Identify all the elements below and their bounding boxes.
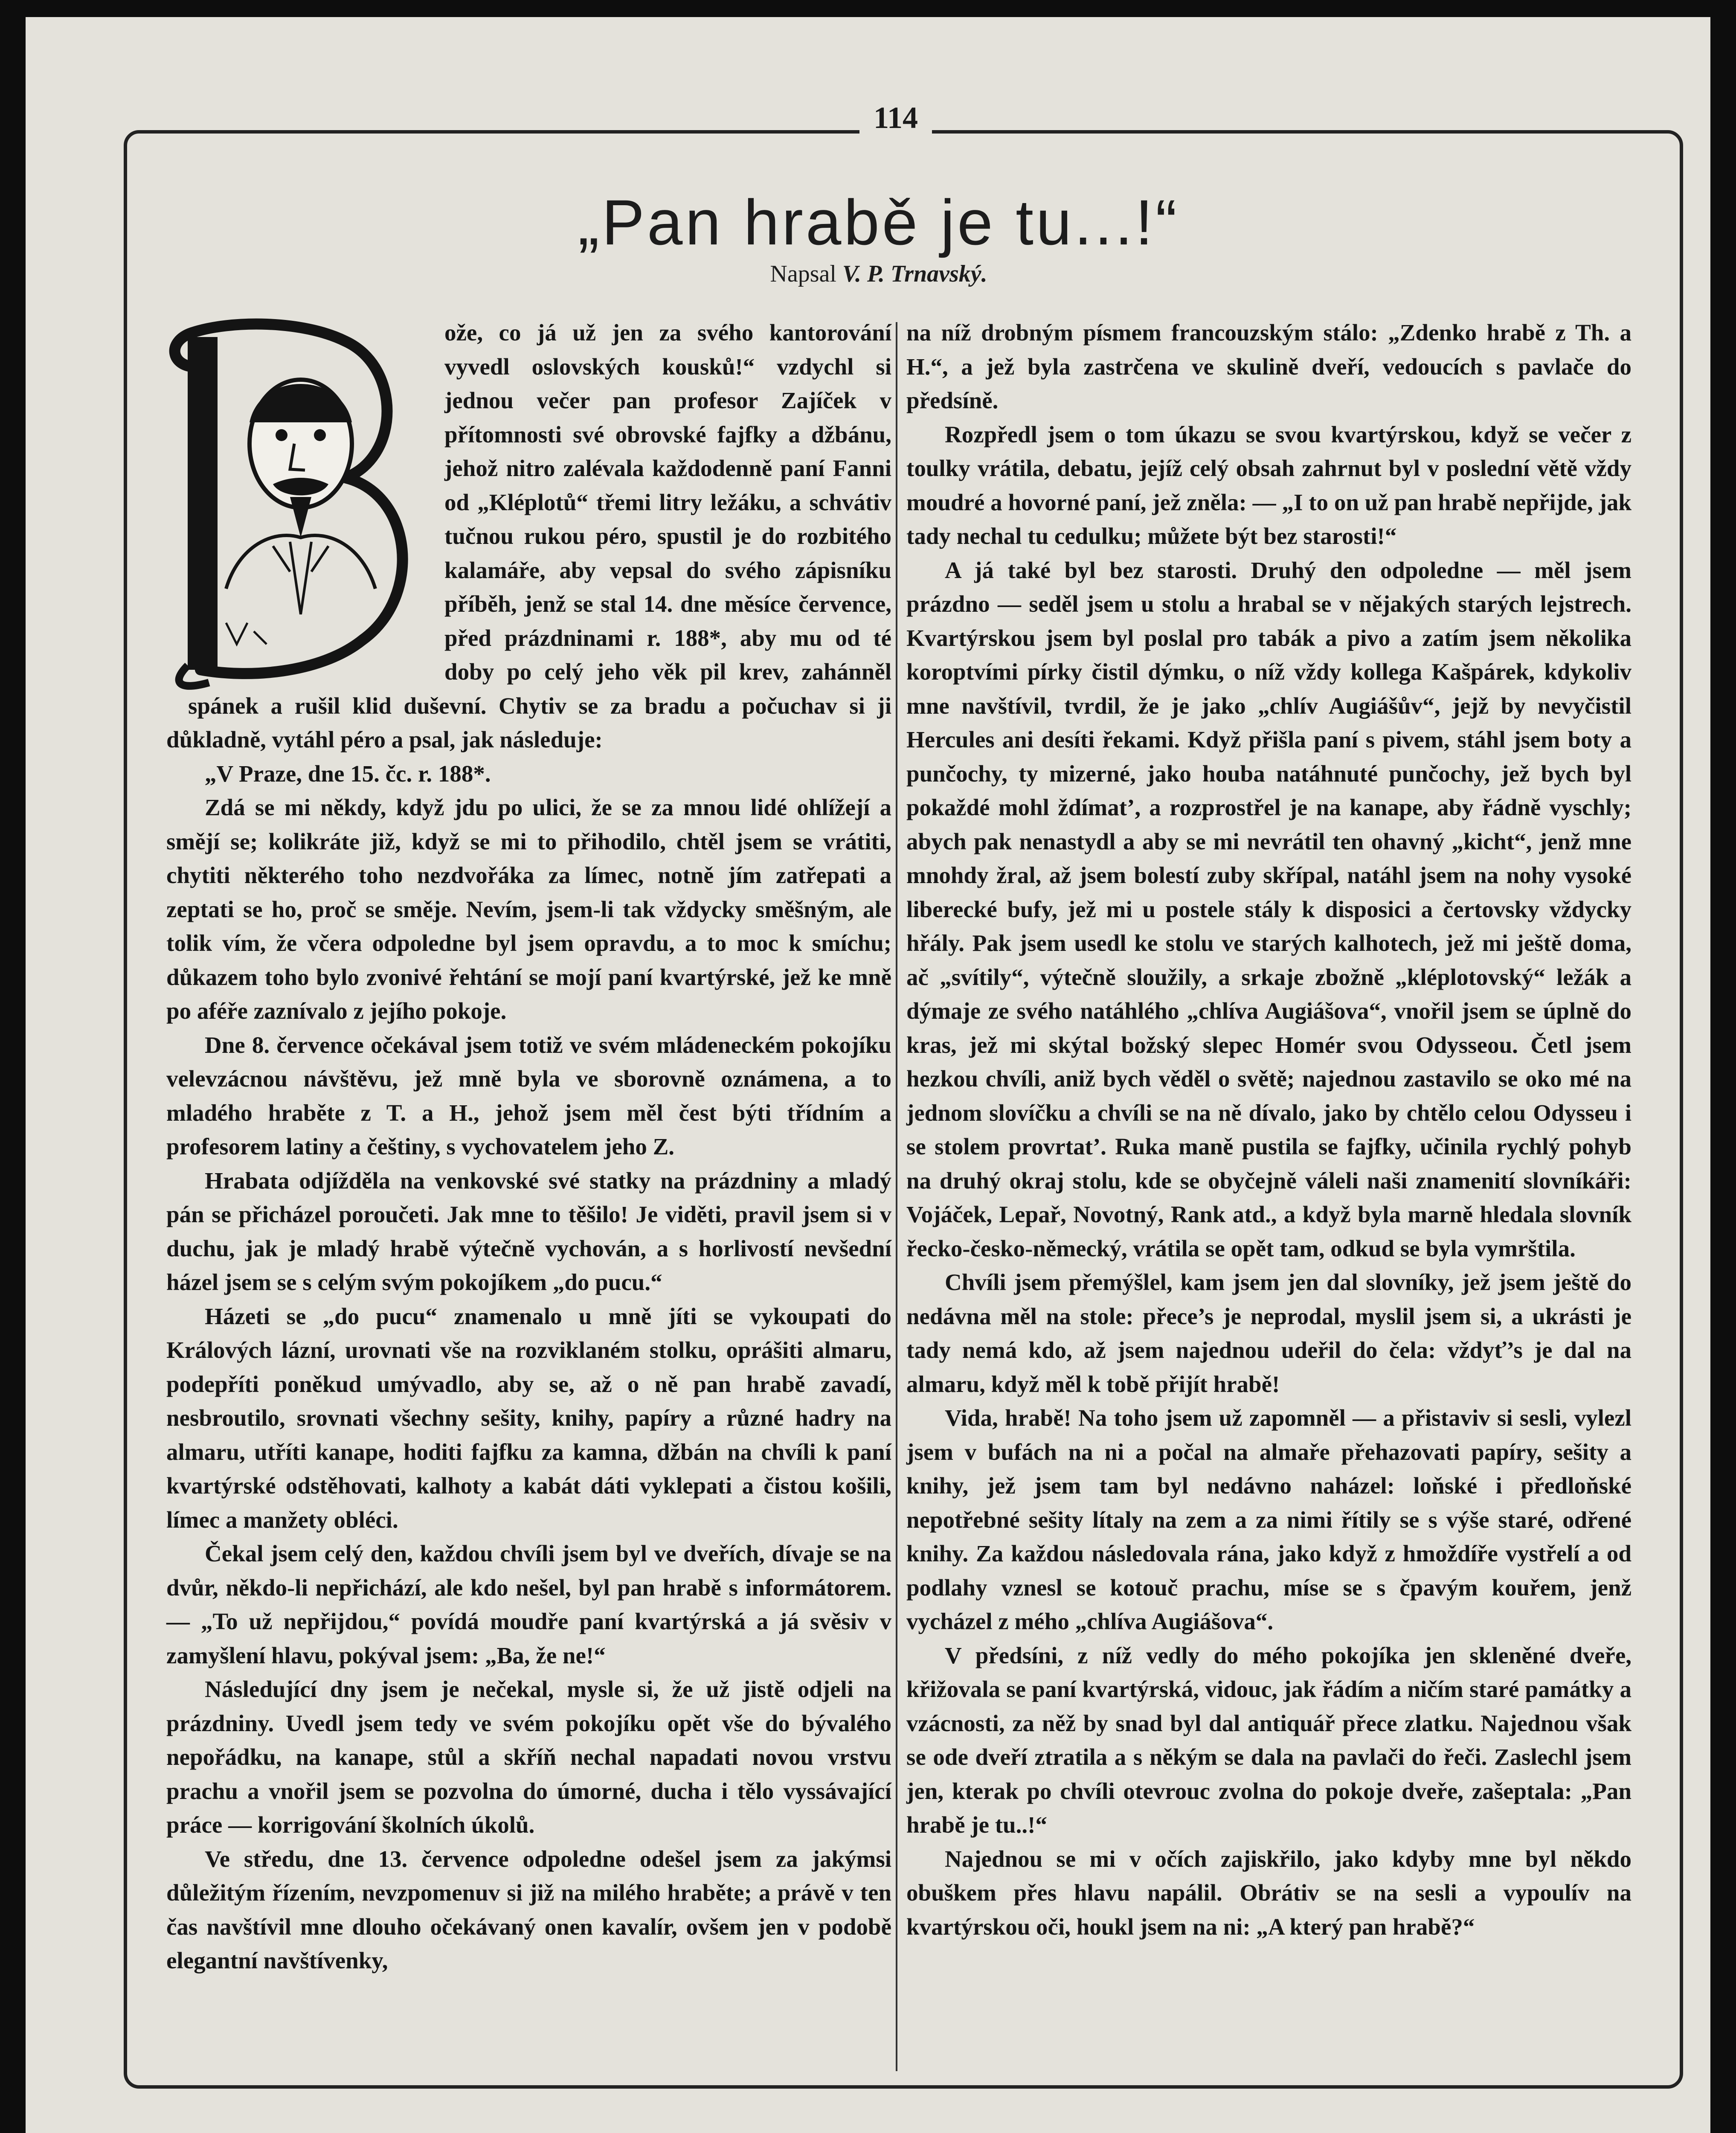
paragraph: Zdá se mi někdy, když jdu po ulici, že se za mnou lidé ohlížejí a smějí se; kolikráte již, když se mi to přihodilo, chtěl jsem se vrátiti, chytiti některého toho nezdvořáka za límec, notně jím zatřepati a zeptati se ho, proč se směje. Nevím, jsem-li tak vždycky směšným, ale tolik vím, že včera odpoledne byl jsem opravdu, a to moc k smíchu; důkazem toho bylo zvonivé řehtání se mojí paní kvartýrské, jež ke mně po aféře zaznívalo z jejího pokoje. (166, 794, 891, 1024)
byline-prefix: Napsal (770, 261, 836, 287)
paragraph: Čekal jsem celý den, každou chvíli jsem byl ve dveřích, dívaje se na dvůr, někdo-li nepřichází, ale kdo nešel, byl pan hrabě s informátorem. — „To už nepřijdou,“ povídá moudře paní kvartýrská a já svěsiv v zamyšlení hlavu, pokýval jsem: „Ba, že ne!“ (166, 1540, 891, 1668)
paragraph: Vida, hrabě! Na toho jsem už zapomněl — a přistaviv si sesli, vylezl jsem v bufách na ni a počal na almaře přehazovati papíry, sešity a knihy, jež jsem tam byl nedávno naházel: loňské i předloňské nepotřebné sešity lítaly na zem a za nimi řítily se s výše staré, odřené knihy. Za každou následovala rána, jako když z hmoždíře vystřelí a od podlahy vznesl se kotouč prachu, míse se s čpavým kouřem, jenž vycházel z mého „chlíva Augiášova“. (906, 1405, 1631, 1634)
article-title: „Pan hrabě je tu...!“ (578, 186, 1179, 258)
drop-cap-illustration (162, 316, 439, 691)
column-divider (896, 322, 897, 2071)
paragraph: „V Praze, dne 15. čc. r. 188*. (205, 760, 491, 787)
paragraph: Chvíli jsem přemýšlel, kam jsem jen dal slovníky, jež jsem ještě do nedávna měl na stole: přece’s je neprodal, myslil jsem si, a ukrásti je tady nemá kdo, až jsem najednou udeřil do čela: vždyť’s je dal na almaru, když měl k tobě přijít hrabě! (906, 1269, 1631, 1397)
byline (580, 260, 1177, 288)
paragraph: A já také byl bez starosti. Druhý den odpoledne — měl jsem prázdno — seděl jsem u stolu a hrabal se v nějakých starých lejstrech. Kvartýrskou jsem byl poslal pro tabák a pivo a zatím jsem několika koroptvími pírky čistil dýmku, o níž vždy kollega Kašpárek, kdykoliv mne navštívil, tvrdil, že je jako „chlív Augiášův“, jejž by nevyčistil Hercules ani desíti řekami. Když přišla paní s pivem, stáhl jsem boty a punčochy, ty mizerné, jako houba natáhnuté punčochy, jež bych byl pokaždé mohl ždímat’, a rozprostřel je na kanape, aby řádně vyschly; abych pak nenastydl a aby se mi nevrátil ten ohavný „kicht“, jenž mne mnohdy žral, až jsem bolestí zuby skřípal, natáhl jsem na nohy vysoké liberecké bufy, jež mi u postele stály k disposici a čertovsky vždycky hřály. Pak jsem usedl ke stolu ve starých kalhotech, jež mi ještě doma, ač „svítily“, výtečně sloužily, a srkaje zbožně „kléplotovský“ ležák a dýmaje ze svého natáhlého „chlíva Augiášova“, vnořil jsem se úplně do kras, jež mi skýtal božský slepec Homér svou Odysseou. Četl jsem hezkou chvíli, aniž bych věděl o světě; najednou zastavilo se oko mé na jednom slovíčku a chvíli se na ně dívalo, jako by chtělo celou Odysseu i se stolem provrtat’. Ruka maně pustila se fajfky, učinila rychlý pohyb na druhý okraj stolu, kde se obyčejně váleli naši znamenití slovníkáři: Vojáček, Lepař, Novotný, Rank atd., a když byla marně hledala slovník řecko-česko-německý, vrátila se opět tam, odkud se byla vymrštila. (906, 557, 1631, 1261)
paragraph: V předsíni, z níž vedly do mého pokojíka jen skleněné dveře, křižovala se paní kvartýrská, vidouc, jak řádím a ničím staré památky a vzácnosti, za něž by snad byl dal antiquář přece zlatku. Najednou však se ode dveří ztratila a s někým se dala na pavlači do řeči. Zaslechl jsem jen, kterak po chvíli otevrouc zvolna do pokoje dveře, zašeptala: „Pan hrabě je tu..!“ (906, 1642, 1631, 1838)
paragraph: Rozpředl jsem o tom úkazu se svou kvartýrskou, když se večer z toulky vrátila, debatu, jejíž celý obsah zahrnut byl v poslední větě vždy moudré a hovorné paní, jež zněla: — „I to on už pan hrabě nepřijde, jak tady nechal tu cedulku; můžete být bez starosti!“ (906, 421, 1631, 549)
drop-cap-b-portrait-icon (162, 316, 439, 691)
left-column (166, 316, 891, 1978)
paragraph: Házeti se „do pucu“ znamenalo u mně jíti se vykoupati do Králových lázní, urovnati vše na rozviklaném stolku, oprášiti almaru, podepříti poněkud umývadlo, aby se, až o ně pan hrabě zavadí, nesbroutilo, srovnati všechny sešity, knihy, papíry a různé hadry na almaru, utříti kanape, hoditi fajfku za kamna, džbán na chvíli k paní kvartýrské odstěhovati, kalhoty a kabát dáti vyklepati a čistou košili, límec a manžety obléci. (166, 1303, 891, 1533)
paragraph: Hrabata odjížděla na venkovské své statky na prázdniny a mladý pán se přicházel poroučeti. Jak mne to těšilo! Je viděti, pravil jsem si v duchu, jak je mladý hrabě výtečně vychován, a s horlivostí nevšední házel jsem se s celým svým pokojíkem „do pucu.“ (166, 1167, 891, 1295)
paragraph: Ve středu, dne 13. července odpoledne odešel jsem za jakýmsi důležitým řízením, nevzpomenuv si již na milého hraběte; a právě v ten čas navštívil mne dlouho očekávaný onen kavalír, ovšem jen v podobě elegantní navštívenky, (166, 1845, 891, 1973)
paragraph: Dne 8. července očekával jsem totiž ve svém mládeneckém pokojíku velevzácnou návštěvu, jež mně byla ve sborovně oznámena, a to mladého hraběte z T. a H., jehož jsem měl čest býti třídním a profesorem latiny a češtiny, s vychovatelem jeho Z. (166, 1032, 891, 1159)
paragraph: na níž drobným písmem francouzským stálo: „Zdenko hrabě z Th. a H.“, a jež byla zastrčena ve skulině dveří, vedoucích s pavlače do předsíně. (906, 320, 1631, 413)
right-column (906, 316, 1631, 1944)
paragraph: Následující dny jsem je nečekal, mysle si, že už jistě odjeli na prázdniny. Uvedl jsem tedy ve svém pokojíku opět vše do bývalého nepořádku, na kanape, stůl a skříň nechal napadati novou vrstvu prachu a vnořil jsem se pozvolna do úmorné, ducha i tělo vyssávající práce — korrigování školních úkolů. (166, 1676, 891, 1838)
paragraph-opening: ože, co já už jen za svého kantorování vyvedl oslovských kousků!“ vzdychl si jednou večer pan profesor Zajíček v přítomnosti své obrovské fajfky a džbánu, jehož nitro zalévala každodenně paní Fanni od „Kléplotů“ třemi litry ležáku, a schvátiv tučnou rukou péro, spustil je do rozbitého kalamáře, aby vepsal do svého zápisníku příběh, jenž se stal 14. dne měsíce července, před prázdninami r. 188*, aby mu od té doby po celý jeho věk pil krev, zahánněl spánek a rušil klid duševní. Chytiv se za bradu a počuchav si ji důkladně, vytáhl péro a psal, jak následuje: (166, 320, 891, 753)
page-number: 114 (859, 100, 932, 136)
author-name: V. P. Trnavský. (842, 261, 987, 287)
magazine-page (26, 17, 1710, 2133)
paragraph: Najednou se mi v očích zajiskřilo, jako kdyby mne byl někdo obuškem přes hlavu napálil. Obrátiv se na sesli a vypoulív na kvartýrskou oči, houkl jsem na ni: „A který pan hrabě?“ (906, 1845, 1631, 1940)
